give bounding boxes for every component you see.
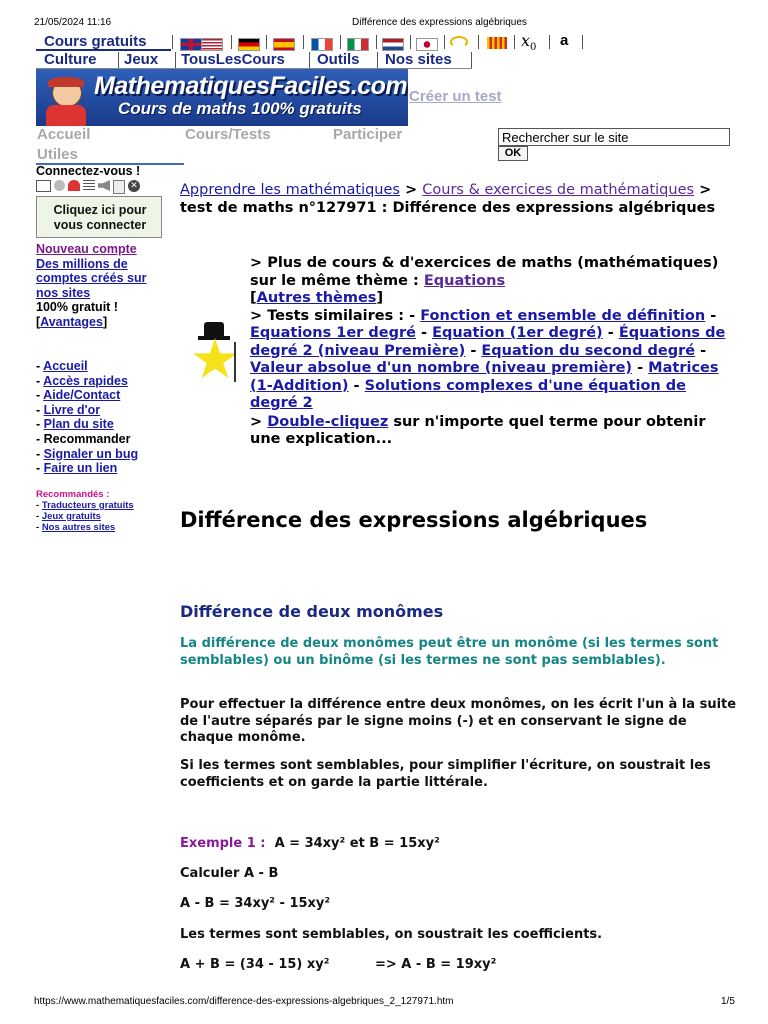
speaker-icon[interactable]: [98, 180, 110, 191]
advantages-link[interactable]: Avantages: [40, 314, 103, 329]
banner-site-name: MathematiquesFaciles.com: [94, 72, 408, 100]
nav-cours-gratuits[interactable]: Cours gratuits: [44, 33, 147, 50]
list-icon[interactable]: [83, 180, 95, 191]
flag-france-icon[interactable]: [311, 38, 333, 51]
mail-icon[interactable]: [36, 180, 51, 192]
left-menu-item: - Accueil: [36, 359, 88, 373]
nav-jeux[interactable]: Jeux: [124, 51, 159, 68]
scroll-icon[interactable]: [113, 180, 125, 194]
social-icons: [36, 180, 164, 193]
similar-terms-paragraph: Si les termes sont semblables, pour simplifier l'écriture, on soustrait les coefficients et on garde la partie littérale.: [180, 758, 711, 790]
left-menu: [36, 359, 176, 476]
breadcrumb: Apprendre les mathématiques > Cours & exercices de mathématiques > test de maths n°127971 : Différence des expressions algébriques: [180, 182, 716, 216]
info-block: > Plus de cours & d'exercices de maths (mathématiques) sur le même thème : Equations [Autres thèmes] > Tests similaires : - Fonction et ensemble de définition - Equations 1er degré - Equation (1er degré) - Équations de degré 2 (niveau Première) - Equation du second degré - Valeur absolue d'un nombre (niveau première) - Matrices (1-Addition) - Solutions complexes d'une équation de degré 2 > Double-cliquez sur n'importe quel terme pour obtenir une explication...: [250, 255, 735, 449]
example-label: Exemple 1 :: [180, 836, 266, 851]
left-menu-item: - Livre d'or: [36, 402, 101, 417]
left-menu-item: - Accès rapides: [36, 373, 128, 388]
search-ok-button[interactable]: OK: [498, 146, 528, 161]
theme-link-equations[interactable]: Equations: [423, 272, 506, 289]
recommended-title: Recommandés :: [36, 489, 110, 500]
calc-line: Calculer A - B: [180, 866, 279, 881]
footer-page-number: 1/5: [721, 996, 735, 1007]
font-size-button[interactable]: a: [560, 32, 569, 49]
star-mascot-icon: [190, 322, 246, 384]
calc-explanation: Les termes sont semblables, on soustrait les coefficients.: [180, 927, 603, 942]
users-icon[interactable]: [54, 180, 65, 191]
breadcrumb-link-learn[interactable]: Apprendre les mathématiques: [180, 182, 400, 198]
calc-step-2: A + B = (34 - 15) xy²: [180, 957, 330, 972]
other-themes-link[interactable]: Autres thèmes: [256, 290, 377, 306]
mascot-icon: [38, 77, 94, 125]
new-account-link[interactable]: Nouveau compte: [36, 242, 137, 256]
breadcrumb-current: > test de maths n°127971 : Différence des expressions algébriques: [180, 182, 716, 216]
print-datetime: 21/05/2024 11:16: [34, 17, 112, 28]
similar-test-link[interactable]: Matrices (1-Addition): [250, 360, 719, 394]
double-click-link[interactable]: Double-cliquez: [267, 413, 389, 430]
similar-test-link[interactable]: Fonction et ensemble de définition: [420, 307, 706, 324]
print-title: Différence des expressions algébriques: [352, 17, 527, 28]
flag-japan-icon[interactable]: [416, 38, 438, 51]
similar-test-link[interactable]: Equation (1er degré): [432, 325, 603, 341]
similar-test-link[interactable]: Équations de degré 2 (niveau Première): [250, 325, 726, 359]
definition-paragraph: La différence de deux monômes peut être un monôme (si les termes sont semblables) ou un binôme (si les termes ne sont pas semblables).: [180, 636, 719, 668]
nav-touslescours[interactable]: TousLesCours: [181, 51, 285, 68]
footer-url: https://www.mathematiquesfaciles.com/difference-des-expressions-algebriques_2_127971.htm: [34, 996, 454, 1007]
create-test-link[interactable]: Créer un test: [409, 88, 502, 105]
search-input[interactable]: [498, 128, 730, 146]
flag-uk-icon[interactable]: [180, 38, 202, 51]
close-icon[interactable]: ✕: [128, 180, 140, 192]
free-label: 100% gratuit !: [36, 300, 118, 314]
calc-result: => A - B = 19xy²: [375, 957, 497, 972]
left-menu-item: - Faire un lien: [36, 461, 118, 476]
example-1: Exemple 1 : A = 34xy² et B = 15xy²: [180, 836, 440, 851]
flag-catalonia-icon[interactable]: [487, 37, 507, 49]
section-subtitle: Différence de deux monômes: [180, 602, 444, 621]
recommended-link[interactable]: Nos autres sites: [41, 522, 116, 533]
flag-netherlands-icon[interactable]: [382, 38, 404, 51]
similar-test-link[interactable]: Solutions complexes d'une équation de degré 2: [250, 377, 687, 411]
similar-test-link[interactable]: Valeur absolue d'un nombre (niveau première): [250, 360, 633, 376]
method-paragraph: Pour effectuer la différence entre deux monômes, on les écrit l'un à la suite de l'autre séparés par le signe moins (-) et en conservant le signe de chaque monôme.: [180, 697, 737, 745]
millions-link[interactable]: Des millions de comptes créés sur nos sites: [36, 256, 147, 300]
math-x0-button[interactable]: $x_0$: [521, 31, 537, 54]
connect-title: Connectez-vous !: [36, 164, 141, 178]
connect-box-label: Cliquez ici pour vous connecter: [53, 203, 147, 232]
connect-box[interactable]: [36, 196, 162, 238]
breadcrumb-link-courses[interactable]: Cours & exercices de mathématiques: [422, 182, 695, 198]
recommended-link[interactable]: Jeux gratuits: [41, 511, 101, 522]
similar-tests-line: > Tests similaires : - Fonction et ensemble de définition - Equations 1er degré - Equation (1er degré) - Équations de degré 2 (niveau Première) - Equation du second degré - Valeur absolue d'un nombre (niveau première) - Matrices (1-Addition) - Solutions complexes d'une équation de degré 2: [250, 307, 726, 411]
calc-step-1: A - B = 34xy² - 15xy²: [180, 896, 331, 911]
nav-outils[interactable]: Outils: [317, 51, 360, 68]
similar-test-link[interactable]: Equations 1er degré: [250, 325, 416, 341]
heart-icon[interactable]: [68, 180, 80, 191]
menu-participer[interactable]: Participer: [333, 126, 403, 143]
translate-icon[interactable]: [450, 36, 468, 48]
left-menu-item: - Recommander: [36, 431, 131, 446]
nav-culture[interactable]: Culture: [44, 51, 97, 68]
flag-italy-icon[interactable]: [347, 38, 369, 51]
left-menu-item: - Signaler un bug: [36, 446, 139, 461]
left-menu-item: - Aide/Contact: [36, 388, 121, 403]
recommended-block: Recommandés : - Traducteurs gratuits - Jeux gratuits - Nos autres sites: [36, 489, 176, 533]
similar-test-link[interactable]: Equation du second degré: [481, 342, 696, 359]
menu-cours-tests[interactable]: Cours/Tests: [185, 126, 271, 143]
more-themes-line: > Plus de cours & d'exercices de maths (mathématiques) sur le même thème : Equations: [250, 255, 719, 289]
advantages-line: [Avantages]: [36, 314, 108, 329]
nav-nos-sites[interactable]: Nos sites: [385, 51, 452, 68]
flag-spain-icon[interactable]: [273, 38, 295, 51]
flag-germany-icon[interactable]: [238, 38, 260, 51]
site-banner[interactable]: [36, 69, 408, 126]
banner-slogan: Cours de maths 100% gratuits: [118, 99, 362, 118]
double-click-line: > Double-cliquez sur n'importe quel terme pour obtenir une explication...: [250, 413, 706, 447]
page-title: Différence des expressions algébriques: [180, 508, 648, 532]
menu-utiles[interactable]: Utiles: [37, 146, 78, 163]
recommended-link[interactable]: Traducteurs gratuits: [41, 500, 134, 511]
menu-accueil[interactable]: Accueil: [37, 126, 91, 143]
flag-us-icon[interactable]: [201, 38, 223, 51]
left-menu-item: - Plan du site: [36, 417, 114, 432]
